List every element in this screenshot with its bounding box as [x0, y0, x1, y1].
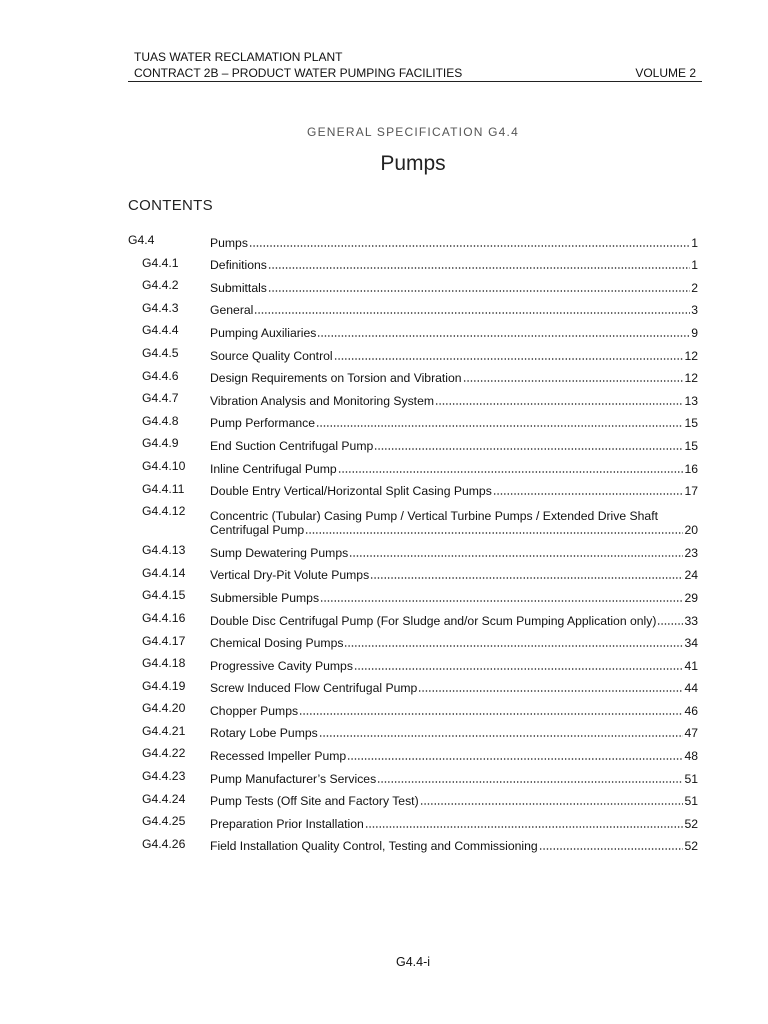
toc-leader-dots [539, 848, 684, 850]
toc-entry-number: G4.4.18 [142, 656, 186, 671]
toc-entry[interactable] [128, 630, 698, 653]
toc-entry-page: 9 [691, 325, 698, 340]
toc-entry-number: G4.4.5 [142, 345, 179, 360]
toc-leader-dots [338, 471, 684, 473]
toc-entry[interactable] [128, 297, 698, 320]
spec-label: GENERAL SPECIFICATION G4.4 [307, 125, 519, 139]
toc-leader-dots [657, 623, 683, 625]
toc-entry[interactable] [128, 810, 698, 833]
toc-entry[interactable] [128, 788, 698, 811]
contents-heading: CONTENTS [128, 197, 213, 214]
toc-entry-number: G4.4.17 [142, 633, 186, 648]
toc-entry-page: 12 [684, 348, 698, 363]
toc-entry[interactable] [128, 500, 698, 539]
toc-entry-page: 15 [684, 438, 698, 453]
toc-entry-number: G4.4.25 [142, 814, 186, 829]
toc-entry-page: 29 [684, 590, 698, 605]
toc-entry-title: Submittals [210, 280, 267, 295]
toc-entry-title: Definitions [210, 258, 267, 273]
toc-entry-title: Pump Performance [210, 416, 315, 431]
toc-entry-page: 33 [684, 613, 698, 628]
toc-leader-dots [319, 735, 684, 737]
toc-leader-dots [420, 803, 684, 805]
toc-entry-title: Double Entry Vertical/Horizontal Split Casing Pumps [210, 484, 492, 499]
toc-entry-page: 47 [684, 726, 698, 741]
toc-leader-dots [370, 577, 683, 579]
toc-entry-title: Field Installation Quality Control, Testing and Commissioning [210, 839, 538, 854]
toc-leader-dots [254, 312, 690, 314]
toc-entry-page: 2 [691, 280, 698, 295]
toc-leader-dots [268, 290, 690, 292]
document-title: Pumps [380, 152, 446, 175]
toc-leader-dots [268, 267, 690, 269]
toc-entry[interactable] [128, 229, 698, 252]
toc-entry[interactable] [128, 387, 698, 410]
toc-entry-number: G4.4.6 [142, 368, 179, 383]
toc-entry-number: G4.4.24 [142, 791, 186, 806]
toc-entry-page: 1 [691, 235, 698, 250]
toc-leader-dots [317, 335, 690, 337]
toc-entry-title: End Suction Centrifugal Pump [210, 438, 374, 453]
toc-leader-dots [334, 358, 684, 360]
header-rule [128, 81, 702, 82]
toc-entry-number: G4.4.3 [142, 300, 179, 315]
toc-entry-number: G4.4.16 [142, 610, 186, 625]
toc-entry-page: 34 [684, 636, 698, 651]
toc-entry-page: 12 [684, 371, 698, 386]
toc-entry-page: 52 [684, 816, 698, 831]
toc-entry-title: Pump Manufacturer’s Services [210, 771, 377, 786]
toc-leader-dots [249, 245, 690, 247]
toc-entry-title: Rotary Lobe Pumps [210, 726, 318, 741]
toc-entry[interactable] [128, 607, 698, 630]
toc-entry-title: Chemical Dosing Pumps [210, 636, 344, 651]
toc-entry-title: Double Disc Centrifugal Pump (For Sludge and/or Scum Pumping Application only) [210, 613, 657, 628]
toc-entry-title: Sump Dewatering Pumps [210, 545, 349, 560]
toc-entry-number: G4.4.1 [142, 255, 179, 270]
toc-entry-title: Vertical Dry-Pit Volute Pumps [210, 568, 370, 583]
toc-entry-number: G4.4.14 [142, 565, 186, 580]
toc-entry[interactable] [128, 833, 698, 856]
page-header [134, 49, 702, 81]
toc-entry[interactable] [128, 562, 698, 585]
toc-leader-dots [305, 532, 683, 534]
toc-entry-title-continued: Centrifugal Pump [210, 523, 305, 538]
toc-entry-title: Progressive Cavity Pumps [210, 658, 353, 673]
toc-leader-dots [418, 690, 683, 692]
toc-entry-number: G4.4.2 [142, 278, 179, 293]
toc-entry-number: G4.4.15 [142, 588, 186, 603]
toc-entry-page: 17 [684, 484, 698, 499]
toc-entry[interactable] [128, 652, 698, 675]
toc-entry[interactable] [128, 252, 698, 275]
toc-entry-title: Pumps [210, 235, 248, 250]
toc-entry-number: G4.4.4 [142, 323, 179, 338]
toc-leader-dots [316, 425, 683, 427]
header-contract: CONTRACT 2B – PRODUCT WATER PUMPING FACILITIES [134, 66, 463, 80]
toc-entry-title: Preparation Prior Installation [210, 816, 364, 831]
toc-entry-title: Concentric (Tubular) Casing Pump / Vertical Turbine Pumps / Extended Drive Shaft [210, 509, 658, 524]
toc-entry[interactable] [128, 274, 698, 297]
toc-entry-number: G4.4.8 [142, 413, 179, 428]
toc-entry-number: G4.4.7 [142, 391, 179, 406]
toc-entry-page: 13 [684, 393, 698, 408]
toc-entry[interactable] [128, 478, 698, 501]
toc-entry-number: G4.4.12 [142, 504, 186, 519]
toc-entry-page: 15 [684, 416, 698, 431]
toc-leader-dots [349, 555, 683, 557]
toc-entry[interactable] [128, 765, 698, 788]
toc-entry-number: G4.4.11 [142, 481, 185, 496]
toc-entry-title: Pumping Auxiliaries [210, 325, 317, 340]
toc-entry-title: Inline Centrifugal Pump [210, 461, 337, 476]
toc-entry-title: Chopper Pumps [210, 703, 299, 718]
page-number-footer: G4.4-i [395, 955, 431, 969]
toc-entry-title: Source Quality Control [210, 348, 333, 363]
toc-leader-dots [365, 826, 684, 828]
toc-entry[interactable] [128, 365, 698, 388]
toc-leader-dots [299, 713, 683, 715]
toc-entry-page: 41 [684, 658, 698, 673]
toc-entry-number: G4.4.26 [142, 836, 186, 851]
toc-entry-number: G4.4 [128, 233, 155, 247]
toc-leader-dots [344, 645, 683, 647]
toc-entry[interactable] [128, 742, 698, 765]
toc-entry-page: 20 [684, 523, 698, 538]
toc-entry-title: Vibration Analysis and Monitoring System [210, 393, 435, 408]
toc-entry-page: 52 [684, 839, 698, 854]
toc-entry[interactable] [128, 432, 698, 455]
header-contract-row [134, 65, 702, 81]
toc-entry-number: G4.4.22 [142, 746, 186, 761]
toc-entry-number: G4.4.10 [142, 458, 186, 473]
toc-entry-number: G4.4.21 [142, 723, 186, 738]
toc-entry-page: 51 [684, 771, 698, 786]
toc-leader-dots [463, 380, 684, 382]
toc-entry[interactable] [128, 342, 698, 365]
toc-entry-title: Screw Induced Flow Centrifugal Pump [210, 681, 418, 696]
toc-entry-title: Submersible Pumps [210, 590, 320, 605]
toc-entry[interactable] [128, 539, 698, 562]
toc-entry-page: 24 [684, 568, 698, 583]
toc-leader-dots [320, 600, 683, 602]
toc-entry[interactable] [128, 455, 698, 478]
toc-entry-number: G4.4.13 [142, 543, 186, 558]
toc-leader-dots [493, 493, 684, 495]
toc-entry-number: G4.4.19 [142, 678, 186, 693]
toc-entry-page: 3 [691, 303, 698, 318]
toc-entry-page: 1 [691, 258, 698, 273]
toc-entry-number: G4.4.20 [142, 701, 186, 716]
toc-entry[interactable] [128, 319, 698, 342]
toc-entry-page: 44 [684, 681, 698, 696]
toc-entry[interactable] [128, 410, 698, 433]
toc-entry-page: 48 [684, 749, 698, 764]
toc-entry-title: General [210, 303, 254, 318]
toc-leader-dots [354, 668, 684, 670]
header-project: TUAS WATER RECLAMATION PLANT [134, 50, 343, 64]
toc-entry-title: Recessed Impeller Pump [210, 749, 347, 764]
toc-entry[interactable] [128, 584, 698, 607]
toc-entry[interactable] [128, 675, 698, 698]
toc-entry-title: Pump Tests (Off Site and Factory Test) [210, 794, 419, 809]
toc-leader-dots [374, 448, 683, 450]
toc-entry[interactable] [128, 720, 698, 743]
toc-entry-page: 16 [684, 461, 698, 476]
toc-entry-page: 23 [684, 545, 698, 560]
toc-entry-page: 46 [684, 703, 698, 718]
toc-leader-dots [435, 403, 683, 405]
toc-entry-title: Design Requirements on Torsion and Vibration [210, 371, 462, 386]
toc-leader-dots [377, 781, 683, 783]
toc-entry-number: G4.4.9 [142, 436, 179, 451]
toc-entry-number: G4.4.23 [142, 769, 186, 784]
toc-leader-dots [347, 758, 683, 760]
table-of-contents [128, 229, 698, 855]
header-volume: VOLUME 2 [635, 66, 696, 80]
toc-entry-page: 51 [684, 794, 698, 809]
toc-entry[interactable] [128, 697, 698, 720]
